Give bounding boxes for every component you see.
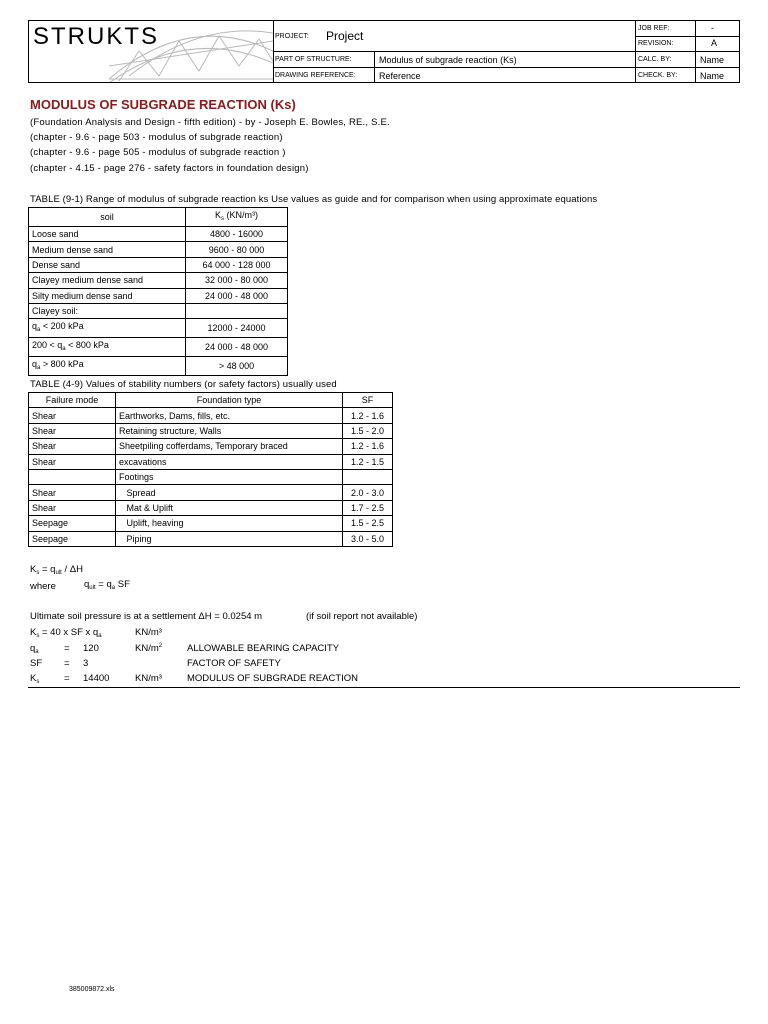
soil-cell bbox=[29, 319, 186, 338]
table-row bbox=[29, 500, 393, 515]
check-by-value: Name bbox=[700, 71, 725, 81]
value-cell: 24 000 - 48 000 bbox=[186, 288, 288, 303]
revision-label: REVISION: bbox=[638, 40, 674, 47]
value-cell: 64 000 - 128 000 bbox=[186, 257, 288, 272]
qa-description: ALLOWABLE BEARING CAPACITY bbox=[187, 643, 340, 654]
column-header bbox=[186, 208, 288, 227]
mode-cell: Shear bbox=[29, 485, 116, 500]
drawing-reference-label: DRAWING REFERENCE: bbox=[275, 72, 356, 79]
ks-value: 14400 bbox=[83, 673, 110, 684]
mode-cell: Shear bbox=[29, 439, 116, 454]
table-row bbox=[29, 257, 288, 272]
q-subscript: a bbox=[98, 633, 102, 639]
table-row bbox=[29, 288, 288, 303]
q-symbol: q bbox=[32, 359, 38, 370]
formula-text: = q bbox=[39, 564, 56, 575]
sf-cell: 1.2 - 1.5 bbox=[343, 454, 393, 469]
check-by-label: CHECK. BY: bbox=[638, 72, 678, 79]
k-symbol: K bbox=[30, 627, 37, 638]
job-ref-label: JOB REF: bbox=[638, 25, 670, 32]
table2-caption: TABLE (4-9) Values of stability numbers (or safety factors) usually used bbox=[30, 379, 337, 390]
ks-equation bbox=[30, 627, 102, 639]
job-ref-value: - bbox=[711, 23, 714, 33]
project-label: PROJECT: bbox=[275, 33, 309, 40]
q-symbol: q bbox=[30, 643, 36, 654]
page-title: MODULUS OF SUBGRADE REACTION (Ks) bbox=[30, 97, 296, 112]
unit-superscript: 2 bbox=[158, 643, 163, 649]
table-row bbox=[29, 242, 288, 257]
table-row bbox=[29, 227, 288, 242]
qa-symbol bbox=[30, 643, 39, 655]
table-row bbox=[29, 485, 393, 500]
value-cell: > 48 000 bbox=[186, 357, 288, 376]
soil-cell: Loose sand bbox=[29, 227, 186, 242]
table-row bbox=[29, 319, 288, 338]
table-row bbox=[29, 303, 288, 318]
formula-text: = q bbox=[95, 579, 112, 590]
header-divider bbox=[635, 36, 739, 37]
logo-area bbox=[29, 21, 274, 82]
column-header: soil bbox=[29, 208, 186, 227]
sf-cell: 3.0 - 5.0 bbox=[343, 531, 393, 546]
calc-by-value: Name bbox=[700, 55, 725, 65]
type-cell: Uplift, heaving bbox=[116, 516, 343, 531]
sf-cell: 2.0 - 3.0 bbox=[343, 485, 393, 500]
mode-cell: Shear bbox=[29, 500, 116, 515]
q-subscript: a bbox=[37, 365, 41, 372]
mode-cell bbox=[29, 469, 116, 484]
k-subscript: s bbox=[36, 570, 40, 576]
type-cell: Earthworks, Dams, fills, etc. bbox=[116, 408, 343, 423]
soil-cell: Clayey soil: bbox=[29, 303, 186, 318]
column-header: Foundation type bbox=[116, 393, 343, 408]
equals-sign: = bbox=[64, 643, 70, 654]
reference-line: (Foundation Analysis and Design - fifth edition) - by - Joseph E. Bowles, RE., S.E. bbox=[30, 117, 390, 128]
equals-sign: = bbox=[64, 658, 70, 669]
part-of-structure-value: Modulus of subgrade reaction (Ks) bbox=[379, 55, 517, 65]
sf-symbol: SF bbox=[30, 658, 43, 669]
sf-cell: 1.2 - 1.6 bbox=[343, 439, 393, 454]
soil-cell bbox=[29, 338, 186, 357]
revision-value: A bbox=[711, 38, 718, 48]
value-cell: 9600 - 80 000 bbox=[186, 242, 288, 257]
header-divider bbox=[273, 67, 739, 68]
safety-factor-table bbox=[28, 392, 393, 547]
q-symbol: q bbox=[32, 321, 38, 332]
table-header-row bbox=[29, 393, 393, 408]
type-cell: Sheetpiling cofferdams, Temporary braced bbox=[116, 439, 343, 454]
table-row bbox=[29, 423, 393, 438]
formula-text: / ΔH bbox=[61, 564, 83, 575]
header-divider bbox=[695, 21, 696, 82]
unit-text: KN/m bbox=[135, 643, 159, 654]
table-row bbox=[29, 531, 393, 546]
q-subscript: a bbox=[62, 346, 66, 353]
ultimate-pressure-text: Ultimate soil pressure is at a settlement ΔH = 0.0254 m bbox=[30, 611, 263, 622]
soil-cell bbox=[29, 357, 186, 376]
unit-text: (KN/m³) bbox=[224, 210, 258, 220]
k-symbol: K bbox=[30, 673, 37, 684]
type-cell: Mat & Uplift bbox=[116, 500, 343, 515]
type-cell: excavations bbox=[116, 454, 343, 469]
header-divider bbox=[635, 21, 636, 82]
subgrade-modulus-table bbox=[28, 207, 288, 376]
table-row bbox=[29, 469, 393, 484]
part-of-structure-label: PART OF STRUCTURE: bbox=[275, 56, 352, 63]
soil-cell: Silty medium dense sand bbox=[29, 288, 186, 303]
ks-description: MODULUS OF SUBGRADE REACTION bbox=[187, 673, 359, 684]
value-cell: 24 000 - 48 000 bbox=[186, 338, 288, 357]
k-subscript: s bbox=[221, 216, 224, 222]
sf-cell: 1.2 - 1.6 bbox=[343, 408, 393, 423]
qult-formula bbox=[84, 579, 130, 591]
table1-caption: TABLE (9-1) Range of modulus of subgrade reaction ks Use values as guide and for comparison when using approximate equations bbox=[30, 194, 598, 205]
k-symbol: K bbox=[214, 210, 221, 220]
column-header: Failure mode bbox=[29, 393, 116, 408]
formula-text: SF bbox=[115, 579, 130, 590]
drawing-reference-value: Reference bbox=[379, 71, 421, 81]
header-divider bbox=[374, 51, 375, 82]
ks-formula bbox=[30, 564, 83, 576]
ultimate-pressure-note: (if soil report not available) bbox=[306, 611, 418, 622]
sf-cell: 1.5 - 2.5 bbox=[343, 516, 393, 531]
q-subscript: ult bbox=[55, 570, 62, 576]
reference-line: (chapter - 4.15 - page 276 - safety factors in foundation design) bbox=[30, 163, 309, 174]
value-cell: 32 000 - 80 000 bbox=[186, 273, 288, 288]
ks-symbol bbox=[30, 673, 39, 685]
q-subscript: a bbox=[35, 649, 39, 655]
q-subscript: a bbox=[111, 585, 116, 591]
q-symbol: q bbox=[84, 579, 90, 590]
project-value: Project bbox=[326, 29, 364, 43]
sf-cell: 1.7 - 2.5 bbox=[343, 500, 393, 515]
soil-cell: Clayey medium dense sand bbox=[29, 273, 186, 288]
type-cell: Spread bbox=[116, 485, 343, 500]
range-text: < 800 kPa bbox=[65, 340, 109, 351]
value-cell: 12000 - 24000 bbox=[186, 319, 288, 338]
equals-sign: = bbox=[64, 673, 70, 684]
type-cell: Piping bbox=[116, 531, 343, 546]
header-block bbox=[28, 20, 740, 83]
k-subscript: s bbox=[36, 633, 40, 639]
ks-result-unit: KN/m³ bbox=[135, 673, 162, 684]
header-divider bbox=[273, 51, 739, 52]
mode-cell: Seepage bbox=[29, 531, 116, 546]
mode-cell: Seepage bbox=[29, 516, 116, 531]
type-cell: Footings bbox=[116, 469, 343, 484]
table-row bbox=[29, 357, 288, 376]
sf-value: 3 bbox=[83, 658, 89, 669]
formula-text: = 40 x SF x q bbox=[39, 627, 99, 638]
where-label: where bbox=[30, 581, 56, 592]
sf-cell bbox=[343, 469, 393, 484]
sf-cell: 1.5 - 2.0 bbox=[343, 423, 393, 438]
section-divider bbox=[28, 687, 740, 688]
table-row bbox=[29, 454, 393, 469]
calc-by-label: CALC. BY: bbox=[638, 56, 672, 63]
table-row bbox=[29, 408, 393, 423]
mode-cell: Shear bbox=[29, 408, 116, 423]
value-cell bbox=[186, 303, 288, 318]
range-text: < 200 kPa bbox=[40, 321, 84, 332]
type-cell: Retaining structure, Walls bbox=[116, 423, 343, 438]
table-row bbox=[29, 338, 288, 357]
k-subscript: s bbox=[36, 679, 40, 685]
value-cell: 4800 - 16000 bbox=[186, 227, 288, 242]
qa-unit bbox=[135, 643, 162, 654]
table-header-row bbox=[29, 208, 288, 227]
logo-text: STRUKTS bbox=[33, 23, 160, 50]
reference-line: (chapter - 9.6 - page 505 - modulus of subgrade reaction ) bbox=[30, 147, 286, 158]
soil-cell: Dense sand bbox=[29, 257, 186, 272]
soil-cell: Medium dense sand bbox=[29, 242, 186, 257]
reference-line: (chapter - 9.6 - page 503 - modulus of subgrade reaction) bbox=[30, 132, 283, 143]
sf-description: FACTOR OF SAFETY bbox=[187, 658, 281, 669]
footer-filename: 385009872.xls bbox=[69, 986, 115, 993]
q-subscript: ult bbox=[89, 585, 96, 591]
ks-unit: KN/m³ bbox=[135, 627, 162, 638]
qa-value: 120 bbox=[83, 643, 99, 654]
mode-cell: Shear bbox=[29, 423, 116, 438]
mode-cell: Shear bbox=[29, 454, 116, 469]
table-row bbox=[29, 273, 288, 288]
q-symbol: 200 < q bbox=[32, 340, 63, 351]
k-symbol: K bbox=[30, 564, 37, 575]
table-row bbox=[29, 516, 393, 531]
table-row bbox=[29, 439, 393, 454]
range-text: > 800 kPa bbox=[40, 359, 84, 370]
column-header: SF bbox=[343, 393, 393, 408]
q-subscript: a bbox=[37, 327, 41, 334]
